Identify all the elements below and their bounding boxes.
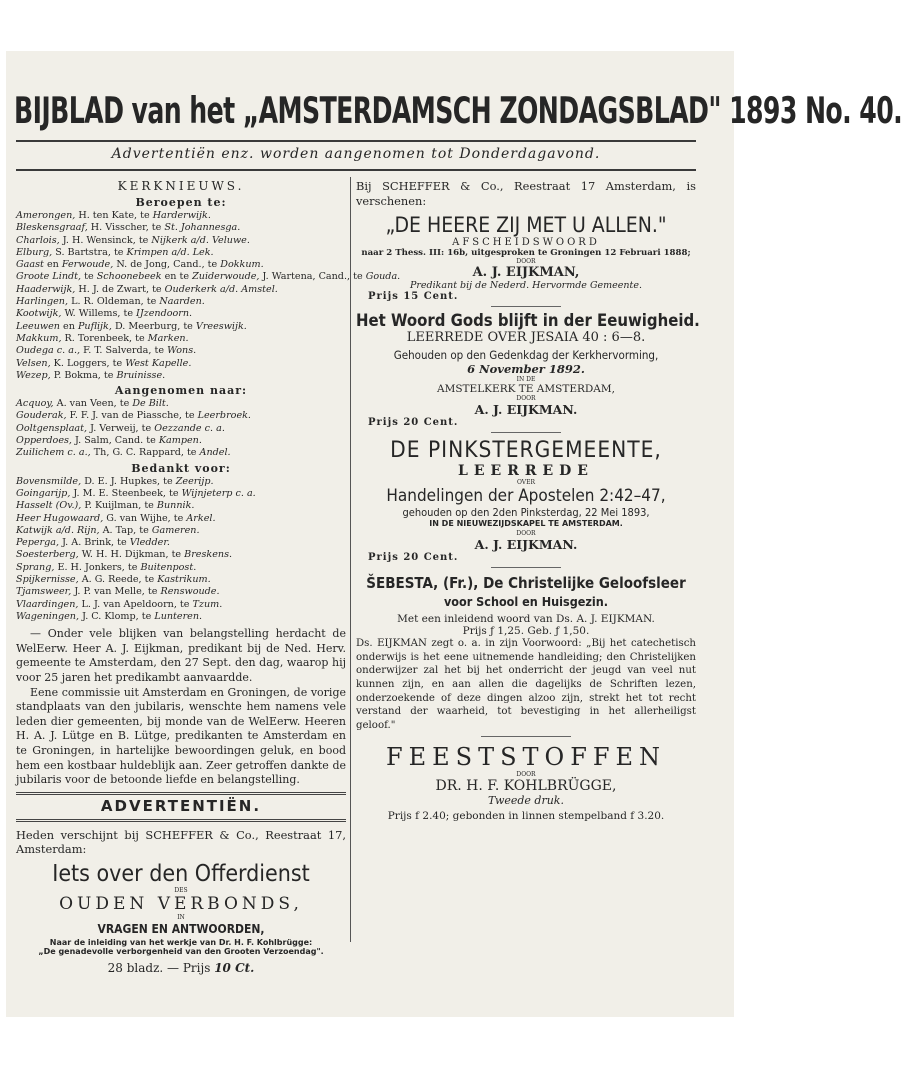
- place-name: Sprang,: [16, 561, 55, 573]
- newspaper-page: [6, 51, 902, 1017]
- place-name: Oezzande c. a.: [154, 422, 225, 434]
- entry-text: J. P. van Melle, te: [71, 586, 161, 598]
- pinkster-gehouden: gehouden op den 2den Pinksterdag, 22 Mei 1893,: [402, 506, 650, 520]
- place-name: Vlaardingen,: [16, 598, 79, 610]
- entry-text: J. Verweij, te: [87, 422, 155, 434]
- offerdienst-title: Iets over den Offerdienst: [52, 860, 310, 887]
- entry-text: N. de Jong, Cand., te: [113, 259, 221, 271]
- place-name: Goingarijp,: [16, 487, 71, 499]
- woord-gods-date: 6 November 1892.: [467, 362, 585, 377]
- place-name: St. Johannesga.: [164, 222, 241, 234]
- place-name: Naarden.: [159, 296, 205, 308]
- bedankt-list: [16, 476, 346, 624]
- entry-text: R. Torenbeek, te: [61, 332, 148, 344]
- place-name: De Bilt.: [132, 398, 169, 410]
- entry-text: W. Willems, te: [61, 308, 137, 320]
- place-name: Hasselt (Ov.),: [16, 500, 82, 512]
- woord-gods-author: A. J. EIJKMAN.: [474, 402, 578, 418]
- beroepen-entry: [16, 271, 401, 283]
- entry-text: te: [81, 271, 97, 283]
- heere-door: DOOR: [516, 258, 536, 266]
- separator-1: [491, 306, 561, 307]
- place-name: Makkum,: [16, 332, 62, 344]
- place-name: Krimpen a/d. Lek.: [126, 246, 214, 258]
- masthead-title: BIJBLAD van het „AMSTERDAMSCH ZONDAGSBLAD" 1893 No. 40.: [14, 89, 902, 132]
- pinkster-price: Prijs 20 Cent.: [368, 552, 459, 564]
- entry-text: J. Salm, Cand. te: [71, 435, 159, 447]
- aangenomen-entry: [16, 423, 346, 435]
- entry-text: D. E. J. Hupkes, te: [81, 475, 176, 487]
- advertentien-rule-bottom: [16, 819, 346, 822]
- place-name: Elburg,: [16, 246, 53, 258]
- offerdienst-naar-1: Naar de inleiding van het werkje van Dr. H. F. Kohlbrügge:: [49, 937, 313, 947]
- beroepen-entry: [16, 345, 346, 357]
- separator-3: [491, 567, 561, 568]
- place-name: Puflijk,: [77, 320, 112, 332]
- entry-text: A. G. Reede, te: [78, 574, 158, 586]
- right-column: [356, 179, 700, 823]
- entry-text: Th, G. C. Rappard, te: [90, 447, 200, 459]
- place-name: Peperga,: [16, 537, 60, 549]
- place-name: West Kapelle.: [125, 357, 192, 369]
- offerdienst-price-line: [16, 961, 346, 975]
- sebesta-text: Ds. EIJKMAN zegt o. a. in zijn Voorwoord: „Bij het catechetisch onderwijs is het eene uitnemende handleiding; den Christelijken onderwijzer zal het bij het onderricht der jeugd van veel nut kunnen zijn, en aan allen die dagelijks de Schriften lezen, onderzoekende of deze dingen alzoo zijn, strekt het tot recht verstand der waarheid, tot bevestiging in het allerheiligst geloof.": [356, 638, 696, 731]
- entry-text: G. van Wijhe, te: [103, 512, 187, 524]
- place-name: Kootwijk,: [16, 308, 62, 320]
- place-name: Groote Lindt,: [16, 271, 82, 283]
- aangenomen-list: [16, 398, 346, 459]
- place-name: Heer Hugowaard,: [16, 512, 104, 524]
- beroepen-entry: [16, 358, 346, 370]
- place-name: Gouderak,: [16, 410, 67, 422]
- beroepen-list: [16, 210, 401, 382]
- place-name: Zeerijp.: [175, 475, 214, 487]
- pinkster-place: IN DE NIEUWEZIJDSKAPEL TE AMSTERDAM.: [429, 519, 623, 529]
- entry-text: J. Wartena, Cand., te: [259, 271, 366, 283]
- entry-text: J. A. Brink, te: [59, 537, 130, 549]
- entry-text: S. Bartstra, te: [52, 246, 127, 258]
- place-name: Zuiderwoude,: [192, 271, 260, 283]
- beroepen-entry: [16, 247, 346, 259]
- offerdienst-vragen: VRAGEN EN ANTWOORDEN,: [97, 921, 265, 936]
- place-name: Haaderwijk,: [16, 283, 76, 295]
- beroepen-entry: [16, 333, 346, 345]
- place-name: Gaast: [16, 259, 44, 271]
- place-name: Wons.: [167, 345, 197, 357]
- place-name: Vledder.: [129, 537, 170, 549]
- place-name: Bovensmilde,: [16, 475, 82, 487]
- place-name: Harlingen,: [16, 296, 69, 308]
- offerdienst-naar-2: „De genadevolle verborgenheid van den Grooten Verzoendag".: [38, 946, 324, 956]
- aangenomen-entry: [16, 435, 346, 447]
- aangenomen-heading: Aangenomen naar:: [114, 384, 248, 398]
- woord-gods-gehouden: Gehouden op den Gedenkdag der Kerkhervorming,: [393, 348, 659, 363]
- pinkster-title: DE PINKSTERGEMEENTE,: [390, 437, 662, 464]
- beroepen-entry: [16, 308, 346, 320]
- woord-gods-place: AMSTELKERK TE AMSTERDAM,: [437, 383, 615, 396]
- entry-text: J. C. Klomp, te: [79, 610, 155, 622]
- place-name: Bleskensgraaf,: [16, 222, 88, 234]
- pinkster-author: A. J. EIJKMAN.: [474, 537, 578, 553]
- place-name: Oudega c. a.,: [16, 345, 81, 357]
- column-divider: [350, 177, 351, 942]
- place-name: Wezep,: [16, 369, 51, 381]
- kerknieuws-title: KERKNIEUWS.: [117, 179, 245, 193]
- separator-4: [481, 736, 571, 737]
- bedankt-entry: [16, 488, 346, 500]
- beroepen-entry: [16, 370, 346, 382]
- bedankt-entry: [16, 525, 346, 537]
- place-name: Katwijk a/d. Rijn,: [16, 524, 100, 536]
- entry-text: P. Bokma, te: [50, 369, 117, 381]
- place-name: Renswoude.: [160, 586, 220, 598]
- place-name: Soesterberg,: [16, 549, 79, 561]
- woord-gods-price: Prijs 20 Cent.: [368, 417, 459, 429]
- feeststoffen-edition: Tweede druk.: [488, 794, 564, 808]
- beroepen-entry: [16, 259, 346, 271]
- place-name: Zuilichem c. a.,: [16, 447, 91, 459]
- beroepen-entry: [16, 321, 346, 333]
- entry-text: H. ten Kate, te: [75, 210, 153, 221]
- entry-text: en te: [161, 271, 193, 283]
- bedankt-entry: [16, 537, 346, 549]
- bedankt-entry: [16, 476, 346, 488]
- entry-text: F. T. Salverda, te: [80, 345, 168, 357]
- beroepen-entry: [16, 235, 346, 247]
- heere-title: „DE HEERE ZIJ MET U ALLEN.": [385, 213, 667, 238]
- place-name: Velsen,: [16, 357, 51, 369]
- aangenomen-entry: [16, 447, 346, 459]
- advertentien-rule-top: [16, 792, 346, 795]
- entry-text: en: [43, 259, 62, 271]
- place-name: Wijnjeterp c. a.: [181, 487, 256, 499]
- bedankt-entry: [16, 586, 346, 598]
- entry-text: A. Tap, te: [99, 524, 152, 536]
- offerdienst-ouden: OUDEN VERBONDS,: [59, 893, 303, 914]
- heere-reference: naar 2 Thess. III: 16b, uitgesproken te Groningen 12 Februari 1888;: [361, 248, 691, 259]
- place-name: Andel.: [199, 447, 231, 459]
- entry-text: P. Kuijlman, te: [81, 500, 157, 512]
- jubilee-paragraph-2: Eene commissie uit Amsterdam en Groningen, de vorige standplaats van den jubilaris, wenschte hem namens vele leden dier gemeenten, bij monde van de WelEerw. Heeren H. A. J. Lütge en B. Lütge, predikanten te Amsterdam en te Groningen, in hartelijke bewoordingen geluk, en bood hem een kostbaar huldeblijk aan. Zeer getroffen dankte de jubilaris voor de betoonde liefde en belangstelling.: [16, 685, 346, 787]
- beroepen-entry: [16, 296, 346, 308]
- entry-text: E. H. Jonkers, te: [54, 561, 141, 573]
- place-name: Leeuwen: [16, 320, 60, 332]
- sebesta-subtitle: voor School en Huisgezin.: [443, 594, 609, 610]
- feeststoffen-door: DOOR: [516, 771, 536, 779]
- place-name: Nijkerk a/d. Veluwe.: [151, 234, 250, 246]
- aangenomen-entry: [16, 410, 346, 422]
- place-name: Opperdoes,: [16, 435, 72, 447]
- place-name: Vreeswijk.: [195, 320, 247, 332]
- place-name: Ferwoude,: [61, 259, 114, 271]
- place-name: Charlois,: [16, 234, 60, 246]
- place-name: Bunnik.: [156, 500, 195, 512]
- entry-text: D. Meerburg, te: [111, 320, 196, 332]
- entry-text: K. Loggers, te: [50, 357, 126, 369]
- heere-author: A. J. EIJKMAN,: [472, 265, 580, 281]
- sebesta-intro: Met een inleidend woord van Ds. A. J. EIJKMAN.: [397, 613, 655, 626]
- masthead-rule: [16, 140, 696, 142]
- place-name: Marken.: [147, 332, 189, 344]
- entry-text: J. H. Wensinck, te: [59, 234, 152, 246]
- bedankt-entry: [16, 574, 346, 586]
- pinkster-subtitle: LEERREDE: [458, 463, 594, 480]
- woord-gods-in-de: IN DE: [516, 376, 536, 384]
- place-name: Dokkum.: [220, 259, 264, 271]
- offerdienst-in: IN: [177, 913, 185, 921]
- place-name: Tzum.: [192, 598, 223, 610]
- jubilee-article: [16, 627, 346, 788]
- place-name: Arkel.: [186, 512, 216, 524]
- sebesta-price: Prijs ƒ 1,25. Geb. ƒ 1,50.: [462, 625, 590, 638]
- entry-text: W. H. H. Dijkman, te: [78, 549, 185, 561]
- woord-gods-door: DOOR: [516, 395, 536, 403]
- place-name: Leerbroek.: [197, 410, 251, 422]
- entry-text: L. J. van Apeldoorn, te: [78, 598, 193, 610]
- entry-text: F. F. J. van de Piassche, te: [66, 410, 198, 422]
- offerdienst-price: 10 Ct.: [214, 960, 255, 975]
- place-name: Gameren.: [151, 524, 200, 536]
- beroepen-entry: [16, 284, 346, 296]
- bedankt-entry: [16, 611, 346, 623]
- heere-price: Prijs 15 Cent.: [368, 291, 459, 303]
- place-name: Buitenpost.: [140, 561, 197, 573]
- place-name: Amerongen,: [16, 210, 76, 221]
- feeststoffen-price: Prijs f 2.40; gebonden in linnen stempelband f 3.20.: [387, 810, 665, 823]
- aangenomen-entry: [16, 398, 346, 410]
- right-intro: Bij SCHEFFER & Co., Reestraat 17 Amsterdam, is verschenen:: [356, 179, 696, 208]
- place-name: Schoonebeek: [96, 271, 162, 283]
- place-name: Ooltgensplaat,: [16, 422, 88, 434]
- offerdienst-price-prefix: 28 bladz. — Prijs: [107, 960, 215, 975]
- offerdienst-des: DES: [174, 886, 188, 894]
- entry-text: L. R. Oldeman, te: [68, 296, 160, 308]
- entry-text: A. van Veen, te: [53, 398, 133, 410]
- heere-subtitle: AFSCHEIDSWOORD: [452, 237, 600, 249]
- bedankt-entry: [16, 599, 346, 611]
- place-name: Bruinisse.: [116, 369, 166, 381]
- place-name: Breskens.: [184, 549, 233, 561]
- entry-text: H. J. de Zwart, te: [75, 283, 165, 295]
- sebesta-title: ŠEBESTA, (Fr.), De Christelijke Geloofsleer: [366, 574, 686, 593]
- place-name: Kampen.: [158, 435, 202, 447]
- heere-author-title: Predikant bij de Nederd. Hervormde Gemeente.: [409, 280, 642, 292]
- place-name: Tjamsweer,: [16, 586, 72, 598]
- separator-2: [491, 432, 561, 433]
- beroepen-entry: [16, 210, 346, 222]
- pinkster-reference: Handelingen der Apostelen 2:42–47,: [386, 486, 666, 507]
- place-name: Acquoy,: [16, 398, 54, 410]
- advertentien-heading: ADVERTENTIËN.: [100, 796, 262, 815]
- feeststoffen-title: FEESTSTOFFEN: [385, 743, 667, 772]
- offerdienst-intro: Heden verschijnt bij SCHEFFER & Co., Reestraat 17, Amsterdam:: [16, 827, 346, 857]
- bedankt-entry: [16, 513, 346, 525]
- place-name: Ouderkerk a/d. Amstel.: [164, 283, 278, 295]
- jubilee-paragraph-1: — Onder vele blijken van belangstelling herdacht de WelEerw. Heer A. J. Eijkman, predikant bij de Ned. Herv. gemeente te Amsterdam, den 27 Sept. den dag, waarop hij voor 25 jaren het predikambt aanvaardde.: [16, 627, 346, 684]
- place-name: Gouda.: [365, 271, 401, 283]
- beroepen-entry: [16, 222, 346, 234]
- bedankt-entry: [16, 562, 346, 574]
- subheader-rule: [16, 169, 696, 171]
- entry-text: H. Visscher, te: [87, 222, 165, 234]
- bedankt-entry: [16, 500, 346, 512]
- woord-gods-subtitle: LEERREDE OVER JESAIA 40 : 6—8.: [406, 330, 646, 346]
- bedankt-heading: Bedankt voor:: [131, 461, 231, 475]
- woord-gods-title: Het Woord Gods blijft in der Eeuwigheid.: [356, 311, 700, 331]
- entry-text: en: [59, 320, 78, 332]
- pinkster-door: DOOR: [516, 530, 536, 538]
- place-name: IJzendoorn.: [136, 308, 193, 320]
- pinkster-over: OVER: [516, 479, 536, 487]
- place-name: Spijkernisse,: [16, 574, 79, 586]
- beroepen-heading: Beroepen te:: [135, 196, 227, 209]
- bedankt-entry: [16, 549, 346, 561]
- place-name: Lunteren.: [154, 610, 203, 622]
- subheader: Advertentiën enz. worden aangenomen tot Donderdagavond.: [111, 146, 601, 162]
- place-name: Wageningen,: [16, 610, 80, 622]
- entry-text: J. M. E. Steenbeek, te: [70, 487, 182, 499]
- place-name: Kastrikum.: [157, 574, 211, 586]
- feeststoffen-author: DR. H. F. KOHLBRÜGGE,: [435, 778, 617, 795]
- left-column: [16, 179, 401, 975]
- place-name: Harderwijk.: [152, 210, 211, 221]
